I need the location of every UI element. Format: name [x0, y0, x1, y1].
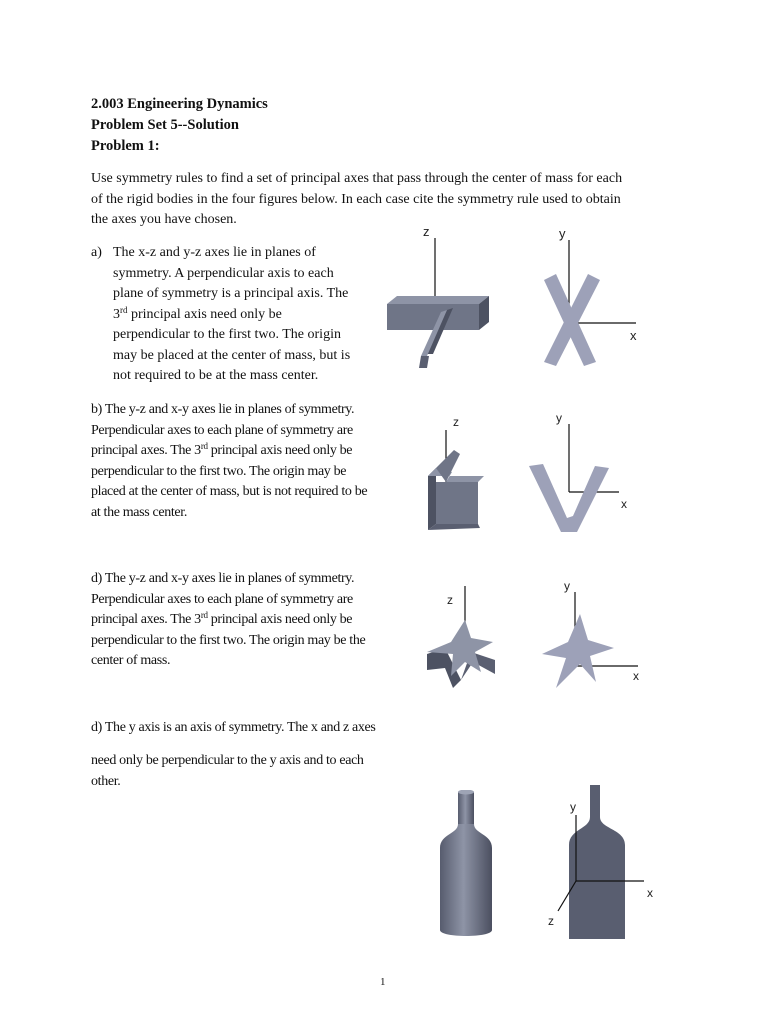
ordinal-superscript: rd — [200, 441, 208, 451]
figure-c-3d-star — [423, 580, 503, 690]
x-axis-label: x — [621, 497, 627, 511]
part-c-third-post: principal axis need only be — [207, 612, 353, 627]
part-a-line: not required to be at the mass center. — [113, 368, 319, 383]
bottle-silhouette — [569, 785, 625, 939]
l-front — [436, 482, 478, 524]
problem-set-title: Problem Set 5--Solution — [91, 117, 239, 133]
x-axis-label: x — [647, 886, 653, 900]
part-c-line: d) The y-z and x-y axes lie in planes of symmetry. — [91, 571, 355, 586]
part-d-line1: d) The y axis is an axis of symmetry. The x and z axes — [91, 720, 376, 735]
y-axis-label: y — [570, 800, 576, 814]
figure-c-planar-star — [538, 576, 653, 691]
vertical-slab-base — [419, 356, 429, 368]
part-b-line: Perpendicular axes to each plane of symmetry are — [91, 422, 353, 438]
part-a-line: may be placed at the center of mass, but is — [113, 347, 351, 363]
z-axis-label: z — [453, 415, 459, 429]
figure-d-planar-bottle — [540, 785, 660, 940]
intro-line: the axes you have chosen. — [91, 212, 237, 227]
page-number: 1 — [380, 976, 386, 988]
y-axis-label: y — [556, 411, 562, 425]
horizontal-slab-front — [387, 304, 479, 330]
z-axis-label: z — [548, 914, 554, 928]
x-axis-label: x — [630, 328, 637, 343]
figure-b-planar-v — [525, 408, 650, 533]
part-c-line: perpendicular to the first two. The origin may be the — [91, 632, 366, 648]
part-a-line — [113, 305, 383, 326]
third-rest: principal axis need only be — [127, 306, 282, 322]
horizontal-slab-top — [387, 296, 489, 304]
part-a-line: symmetry. A perpendicular axis to each — [113, 265, 334, 281]
part-c-line: center of mass. — [91, 653, 171, 668]
part-b-line: at the mass center. — [91, 504, 187, 520]
part-b-line — [91, 441, 421, 462]
x-axis-label: x — [633, 669, 639, 683]
l-back-side — [428, 468, 436, 530]
intro-line: of the rigid bodies in the four figures below. In each case cite the symmetry rule used to obtain — [91, 191, 621, 207]
course-title: 2.003 Engineering Dynamics — [91, 96, 268, 112]
part-c-text — [91, 569, 421, 672]
bottle-body — [440, 824, 492, 936]
z-axis-label: z — [447, 593, 453, 607]
part-a-line: The x-z and y-z axes lie in planes of — [113, 245, 316, 260]
figure-b-3d-l — [420, 410, 500, 535]
part-b-third-post: principal axis need only be — [207, 443, 353, 458]
part-c-line: Perpendicular axes to each plane of symmetry are — [91, 591, 353, 607]
figure-a-planar-x — [536, 222, 656, 372]
part-b-third-pre: principal axes. The 3 — [91, 443, 201, 458]
figure-a-3d-cross — [383, 222, 528, 372]
part-a-marker: a) — [91, 245, 102, 260]
part-a-text — [113, 243, 383, 387]
part-c-third-pre: principal axes. The 3 — [91, 612, 201, 627]
l-top — [428, 468, 484, 482]
y-axis-label: y — [564, 579, 570, 593]
ordinal-superscript: rd — [120, 304, 128, 315]
problem-heading: Problem 1: — [91, 138, 160, 154]
ordinal-superscript: rd — [200, 610, 208, 620]
bottle-neck — [458, 792, 474, 824]
part-d-line: other. — [91, 773, 121, 789]
part-b-line: b) The y-z and x-y axes lie in planes of symmetry. — [91, 402, 355, 417]
z-axis-label: z — [423, 224, 430, 239]
intro-line: Use symmetry rules to find a set of principal axes that pass through the center of mass for each — [91, 171, 623, 186]
figure-d-3d-bottle — [436, 790, 496, 940]
third-number: 3 — [113, 306, 120, 322]
part-b-line: placed at the center of mass, but is not required to be — [91, 484, 368, 499]
part-c-line — [91, 610, 421, 631]
part-a-line: plane of symmetry is a principal axis. The — [113, 286, 349, 301]
l-base — [428, 524, 480, 530]
part-b-text — [91, 400, 421, 523]
part-a-line: perpendicular to the first two. The origin — [113, 327, 341, 342]
part-d-text — [91, 751, 421, 792]
part-d-line: need only be perpendicular to the y axis and to each — [91, 753, 364, 768]
planar-star-shape — [542, 614, 614, 688]
y-axis-label: y — [559, 226, 566, 241]
part-b-line: perpendicular to the first two. The origin may be — [91, 463, 347, 479]
